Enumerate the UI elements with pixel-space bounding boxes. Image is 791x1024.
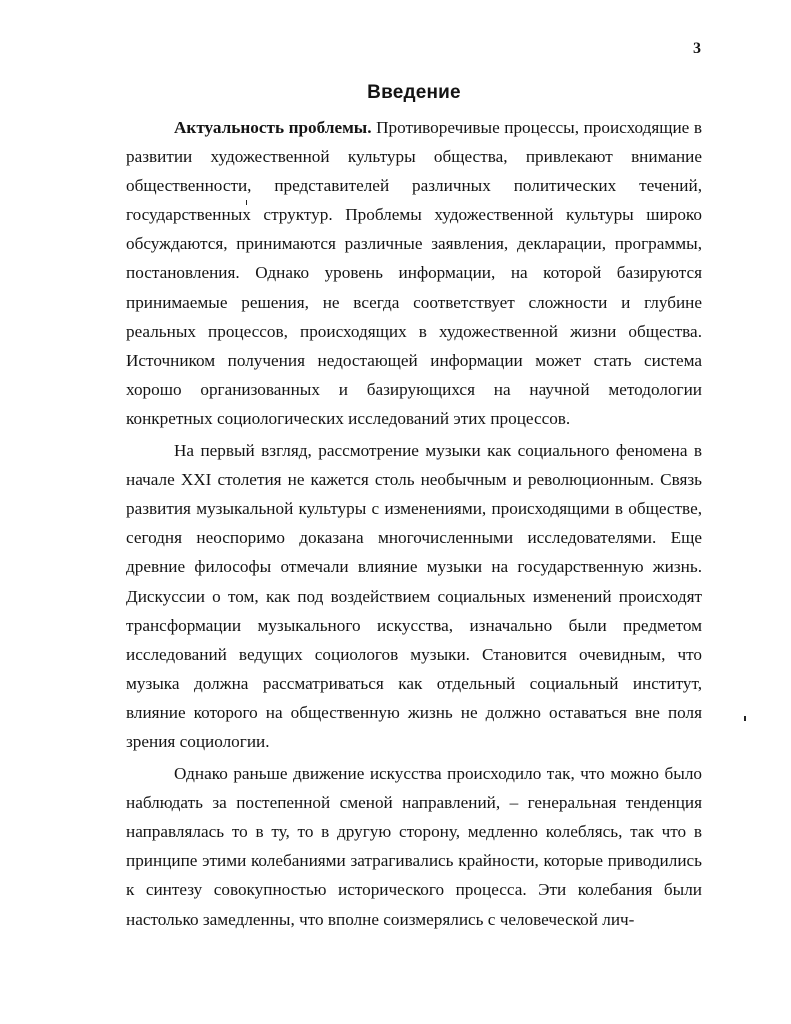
scan-speck <box>744 716 746 721</box>
paragraph-text: На первый взгляд, рассмотрение музыки как социального феномена в начале XXI столетия не кажется столь необычным и революционным. Связь развития музыкальной культуры с изменениями, происходящими в обществе, сегодня неоспоримо доказана многочисленными исследователями. Еще древние философы отмечали влияние музыки на государственную жизнь. Дискуссии о том, как под воздействием социальных изменений происходят трансформации музыкального искусства, изначально были предметом исследований ведущих социологов музыки. Становится очевидным, что музыка должна рассматриваться как отдельный социальный институт, влияние которого на общественную жизнь не должно оставаться вне поля зрения социологии. <box>126 441 702 751</box>
paragraph-relevance <box>126 113 702 433</box>
paragraph-music-as-social-phenomenon <box>126 436 702 756</box>
paragraph-text: Противоречивые процессы, происходящие в развитии художественной культуры общества, привлекают внимание общественности, представителей различных политических течений, государственных структур. Проблемы художественной культуры широко обсуждаются, принимаются различные заявления, декларации, программы, постановления. Однако уровень информации, на которой базируются принимаемые решения, не всегда соответствует сложности и глубине реальных процессов, происходящих в художественной жизни общества. Источником получения недостающей информации может стать система хорошо организованных и базирующихся на научной методологии конкретных социологических исследований этих процессов. <box>126 118 702 428</box>
page-number: 3 <box>693 40 701 57</box>
document-body <box>126 113 702 934</box>
paragraph-lead: Актуальность проблемы. <box>174 118 372 137</box>
paragraph-art-movement <box>126 759 702 934</box>
scan-speck <box>246 200 247 205</box>
section-heading: Введение <box>367 82 461 103</box>
paragraph-text: Однако раньше движение искусства происходило так, что можно было наблюдать за постепенной сменой направлений, – генеральная тенденция направлялась то в ту, то в другую сторону, медленно колеблясь, так что в принципе этими колебаниями затрагивались крайности, которые приводились к синтезу совокупностью исторического процесса. Эти колебания были настолько замедленны, что вполне соизмерялись с человеческой лич- <box>126 764 702 929</box>
